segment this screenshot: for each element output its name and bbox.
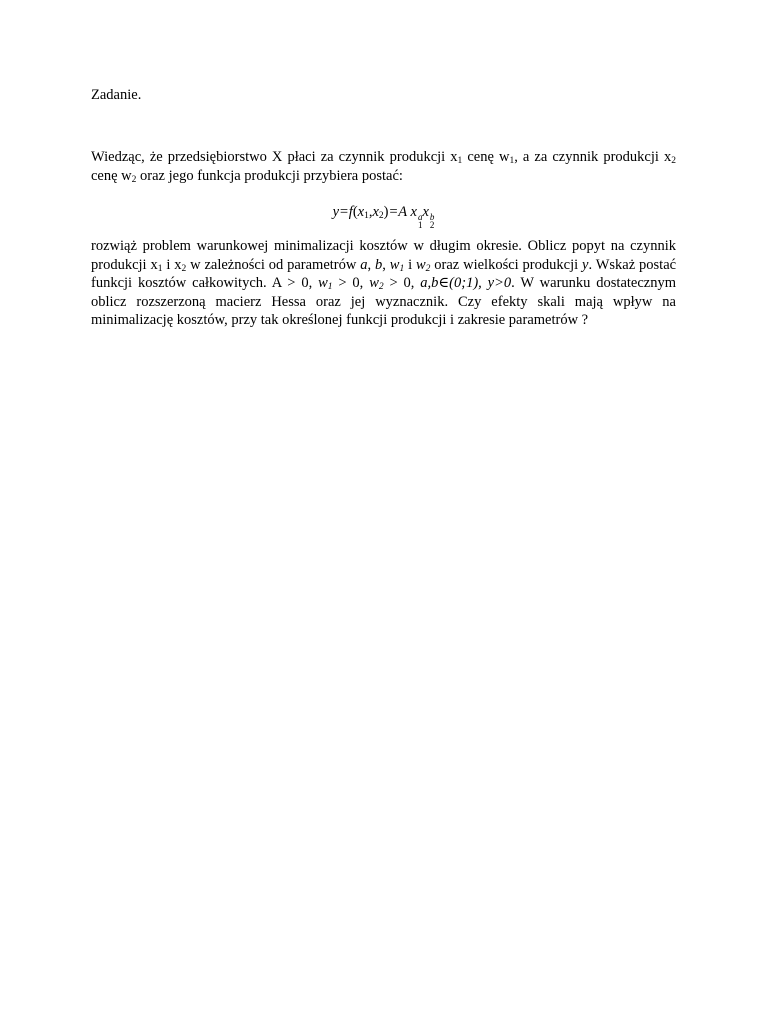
param-a: a — [360, 256, 368, 273]
formula-exp-a: a — [417, 212, 423, 222]
intro-sub-3: 2 — [671, 156, 676, 166]
cond-w1-sub: 1 — [327, 282, 333, 292]
body-and: i — [404, 256, 416, 273]
formula-sub-1: 1 — [364, 211, 369, 221]
formula-comma: , — [368, 204, 373, 220]
body-text-4: oraz wielkości produkcji — [430, 256, 583, 273]
intro-paragraph — [91, 148, 676, 185]
task-heading: Zadanie. — [91, 87, 142, 103]
intro-sub-2: 1 — [509, 156, 515, 166]
body-sub-2: 2 — [181, 263, 187, 274]
intro-sub-4: 2 — [131, 174, 137, 185]
formula-close-paren: ) — [383, 204, 389, 220]
cond-w2-sub: 2 — [378, 282, 384, 292]
formula-var-x2: x — [372, 204, 379, 220]
intro-sub-1: 1 — [457, 156, 463, 166]
body-text-1: rozwiąż problem warunkowej minimalizacji kosztów w długim okresie. Oblicz popyt na czynnik produkcji x — [91, 238, 676, 273]
formula-term-sub-1: 1 — [417, 220, 423, 230]
intro-text-2: cenę w — [462, 149, 510, 165]
formula-term-sub-2: 2 — [429, 220, 435, 230]
formula-term-x1: x — [410, 204, 417, 220]
param-w1-sub: 1 — [399, 263, 405, 274]
body-comma-2: , — [382, 256, 390, 273]
cond-range: a,b∈(0;1), y>0 — [420, 275, 512, 291]
body-text-6: > 0, — [332, 275, 370, 291]
body-text-5: . Wskaż postać funkcji kosztów całkowitych. A > 0, — [91, 256, 677, 291]
formula-sub-2: 2 — [378, 211, 384, 221]
param-w1: w — [389, 256, 400, 273]
production-function-formula — [91, 200, 676, 229]
formula-exp-b-stack — [430, 213, 435, 229]
intro-text-5: oraz jego funkcja produkcji przybiera postać: — [136, 167, 403, 184]
task-paragraph — [91, 237, 676, 330]
body-comma-1: , — [367, 256, 375, 273]
cond-w2: w — [369, 275, 379, 291]
intro-text-4: cenę w — [91, 167, 132, 184]
formula-eq: =A — [388, 204, 407, 220]
param-w2: w — [415, 256, 426, 273]
param-y: y — [582, 256, 589, 273]
body-text-3: w zależności od parametrów — [186, 256, 361, 273]
formula-exp-b: b — [429, 212, 435, 222]
formula-term-x2: x — [422, 204, 429, 220]
param-b: b — [375, 256, 383, 273]
body-sub-1: 1 — [157, 263, 163, 274]
body-text-7: > 0, — [383, 275, 421, 291]
intro-text-1: Wiedząc, że przedsiębiorstwo X płaci za czynnik produkcji x — [91, 149, 458, 165]
formula-var-x1: x — [357, 204, 365, 220]
formula-lhs: y=f — [332, 204, 353, 220]
cond-w1: w — [318, 275, 328, 291]
intro-text-3: , a za czynnik produkcji x — [514, 149, 672, 165]
body-text-8: . W warunku dostatecznym oblicz rozszerzoną macierz Hessa oraz jej wyznacznik. Czy efekty skali mają wpływ na minimalizację kosztów, przy tak określonej funkcji produkcji i zakresie parametrów ? — [91, 275, 676, 328]
formula-open-paren: ( — [352, 204, 358, 220]
param-w2-sub: 2 — [425, 263, 431, 274]
body-text-2: i x — [162, 256, 182, 273]
